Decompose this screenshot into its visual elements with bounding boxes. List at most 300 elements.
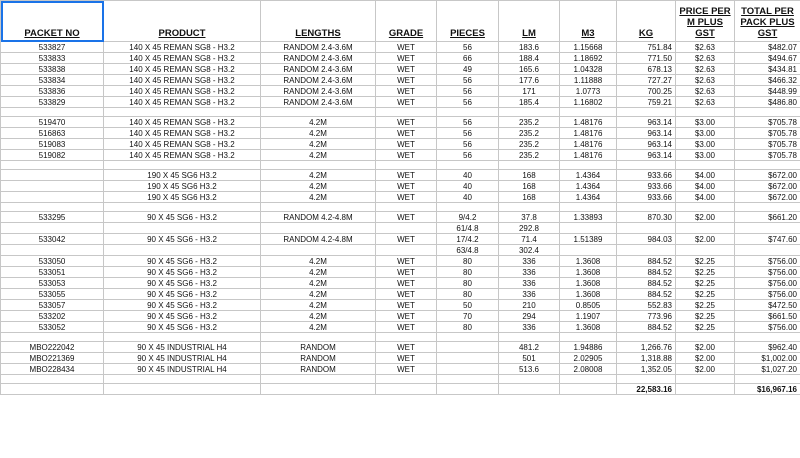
cell-kg[interactable]: 1,266.76 bbox=[617, 342, 676, 353]
cell-packet-no[interactable] bbox=[1, 375, 104, 384]
cell-packet-no[interactable]: 533042 bbox=[1, 234, 104, 245]
cell-packet-no[interactable]: 533295 bbox=[1, 212, 104, 223]
cell-price-per-m[interactable]: $2.25 bbox=[676, 267, 735, 278]
header-pieces[interactable]: PIECES bbox=[437, 1, 499, 42]
cell-lm[interactable]: 177.6 bbox=[499, 75, 560, 86]
cell-lengths[interactable]: 4.2M bbox=[261, 150, 376, 161]
header-kg[interactable]: KG bbox=[617, 1, 676, 42]
cell-product[interactable]: 90 X 45 INDUSTRIAL H4 bbox=[104, 364, 261, 375]
cell-kg[interactable] bbox=[617, 245, 676, 256]
cell-price-per-m[interactable]: $4.00 bbox=[676, 170, 735, 181]
cell-grade[interactable]: WET bbox=[376, 139, 437, 150]
cell-lengths[interactable] bbox=[261, 245, 376, 256]
cell-m3[interactable]: 1.0773 bbox=[560, 86, 617, 97]
cell-grade[interactable] bbox=[376, 223, 437, 234]
cell-grade[interactable]: WET bbox=[376, 53, 437, 64]
cell-lengths[interactable]: RANDOM bbox=[261, 353, 376, 364]
cell-pieces[interactable] bbox=[437, 108, 499, 117]
cell-lengths[interactable] bbox=[261, 161, 376, 170]
cell-product[interactable]: 140 X 45 REMAN SG8 - H3.2 bbox=[104, 139, 261, 150]
cell-m3[interactable]: 1.48176 bbox=[560, 128, 617, 139]
cell-lm[interactable]: 165.6 bbox=[499, 64, 560, 75]
cell-pieces[interactable]: 80 bbox=[437, 322, 499, 333]
cell-lengths[interactable]: RANDOM 2.4-3.6M bbox=[261, 53, 376, 64]
cell-pieces[interactable]: 56 bbox=[437, 117, 499, 128]
cell-pieces[interactable]: 40 bbox=[437, 170, 499, 181]
cell-m3[interactable] bbox=[560, 161, 617, 170]
cell-m3[interactable]: 1.3608 bbox=[560, 256, 617, 267]
header-product[interactable]: PRODUCT bbox=[104, 1, 261, 42]
cell-kg[interactable]: 884.52 bbox=[617, 256, 676, 267]
cell-packet-no[interactable] bbox=[1, 245, 104, 256]
cell-grade[interactable]: WET bbox=[376, 311, 437, 322]
cell-grade[interactable]: WET bbox=[376, 75, 437, 86]
cell-pieces[interactable]: 40 bbox=[437, 192, 499, 203]
cell-kg[interactable]: 884.52 bbox=[617, 278, 676, 289]
cell-grade[interactable]: WET bbox=[376, 42, 437, 53]
cell-packet-no[interactable]: 533053 bbox=[1, 278, 104, 289]
cell-packet-no[interactable] bbox=[1, 192, 104, 203]
cell-lengths[interactable]: RANDOM bbox=[261, 342, 376, 353]
total-lm[interactable] bbox=[499, 384, 560, 395]
cell-lm[interactable] bbox=[499, 203, 560, 212]
cell-lm[interactable]: 183.6 bbox=[499, 42, 560, 53]
cell-price-per-m[interactable]: $2.63 bbox=[676, 64, 735, 75]
cell-lengths[interactable]: 4.2M bbox=[261, 192, 376, 203]
cell-kg[interactable] bbox=[617, 223, 676, 234]
cell-packet-no[interactable]: 519082 bbox=[1, 150, 104, 161]
cell-kg[interactable]: 884.52 bbox=[617, 267, 676, 278]
cell-total-per-pack[interactable]: $705.78 bbox=[735, 139, 800, 150]
cell-packet-no[interactable]: MBO228434 bbox=[1, 364, 104, 375]
total-lengths[interactable] bbox=[261, 384, 376, 395]
cell-total-per-pack[interactable] bbox=[735, 375, 800, 384]
cell-grade[interactable] bbox=[376, 108, 437, 117]
cell-price-per-m[interactable]: $2.25 bbox=[676, 289, 735, 300]
cell-grade[interactable] bbox=[376, 375, 437, 384]
cell-product[interactable]: 140 X 45 REMAN SG8 - H3.2 bbox=[104, 75, 261, 86]
cell-product[interactable]: 90 X 45 SG6 - H3.2 bbox=[104, 300, 261, 311]
cell-packet-no[interactable] bbox=[1, 223, 104, 234]
cell-kg[interactable]: 700.25 bbox=[617, 86, 676, 97]
cell-pieces[interactable]: 56 bbox=[437, 42, 499, 53]
cell-lm[interactable]: 336 bbox=[499, 278, 560, 289]
cell-total-per-pack[interactable]: $661.50 bbox=[735, 311, 800, 322]
cell-packet-no[interactable]: 533829 bbox=[1, 97, 104, 108]
cell-packet-no[interactable]: 516863 bbox=[1, 128, 104, 139]
cell-packet-no[interactable] bbox=[1, 170, 104, 181]
cell-lm[interactable]: 235.2 bbox=[499, 150, 560, 161]
cell-lm[interactable]: 235.2 bbox=[499, 139, 560, 150]
cell-lm[interactable] bbox=[499, 333, 560, 342]
cell-lengths[interactable]: 4.2M bbox=[261, 170, 376, 181]
cell-product[interactable]: 90 X 45 SG6 - H3.2 bbox=[104, 212, 261, 223]
cell-product[interactable]: 90 X 45 INDUSTRIAL H4 bbox=[104, 342, 261, 353]
total-m3[interactable] bbox=[560, 384, 617, 395]
cell-lm[interactable]: 71.4 bbox=[499, 234, 560, 245]
cell-lengths[interactable]: 4.2M bbox=[261, 181, 376, 192]
header-lengths[interactable]: LENGTHS bbox=[261, 1, 376, 42]
cell-price-per-m[interactable] bbox=[676, 245, 735, 256]
cell-total-per-pack[interactable] bbox=[735, 333, 800, 342]
cell-grade[interactable]: WET bbox=[376, 212, 437, 223]
cell-pieces[interactable]: 56 bbox=[437, 128, 499, 139]
cell-product[interactable]: 90 X 45 SG6 - H3.2 bbox=[104, 322, 261, 333]
cell-m3[interactable] bbox=[560, 333, 617, 342]
cell-lm[interactable]: 336 bbox=[499, 267, 560, 278]
cell-price-per-m[interactable]: $2.00 bbox=[676, 353, 735, 364]
cell-product[interactable] bbox=[104, 161, 261, 170]
cell-packet-no[interactable]: 533050 bbox=[1, 256, 104, 267]
cell-product[interactable]: 140 X 45 REMAN SG8 - H3.2 bbox=[104, 53, 261, 64]
cell-grade[interactable]: WET bbox=[376, 117, 437, 128]
cell-grade[interactable]: WET bbox=[376, 322, 437, 333]
cell-price-per-m[interactable]: $2.00 bbox=[676, 212, 735, 223]
cell-price-per-m[interactable]: $2.63 bbox=[676, 42, 735, 53]
cell-lengths[interactable]: RANDOM 2.4-3.6M bbox=[261, 42, 376, 53]
cell-price-per-m[interactable]: $2.00 bbox=[676, 364, 735, 375]
cell-packet-no[interactable]: 533827 bbox=[1, 42, 104, 53]
cell-lm[interactable]: 37.8 bbox=[499, 212, 560, 223]
cell-packet-no[interactable]: 533838 bbox=[1, 64, 104, 75]
cell-grade[interactable]: WET bbox=[376, 353, 437, 364]
cell-lm[interactable]: 185.4 bbox=[499, 97, 560, 108]
cell-grade[interactable] bbox=[376, 333, 437, 342]
cell-price-per-m[interactable] bbox=[676, 375, 735, 384]
cell-price-per-m[interactable]: $3.00 bbox=[676, 128, 735, 139]
cell-lengths[interactable]: 4.2M bbox=[261, 289, 376, 300]
cell-product[interactable] bbox=[104, 108, 261, 117]
cell-pieces[interactable]: 80 bbox=[437, 278, 499, 289]
cell-grade[interactable]: WET bbox=[376, 234, 437, 245]
cell-product[interactable]: 90 X 45 SG6 - H3.2 bbox=[104, 256, 261, 267]
cell-total-per-pack[interactable]: $756.00 bbox=[735, 322, 800, 333]
cell-m3[interactable]: 1.16802 bbox=[560, 97, 617, 108]
cell-m3[interactable]: 1.04328 bbox=[560, 64, 617, 75]
cell-product[interactable]: 140 X 45 REMAN SG8 - H3.2 bbox=[104, 64, 261, 75]
cell-pieces[interactable]: 80 bbox=[437, 267, 499, 278]
cell-total-per-pack[interactable]: $1,027.20 bbox=[735, 364, 800, 375]
cell-grade[interactable] bbox=[376, 161, 437, 170]
cell-m3[interactable] bbox=[560, 203, 617, 212]
cell-kg[interactable]: 963.14 bbox=[617, 117, 676, 128]
cell-packet-no[interactable]: 533836 bbox=[1, 86, 104, 97]
header-m3[interactable]: M3 bbox=[560, 1, 617, 42]
cell-product[interactable]: 90 X 45 SG6 - H3.2 bbox=[104, 267, 261, 278]
cell-grade[interactable]: WET bbox=[376, 289, 437, 300]
cell-packet-no[interactable]: 533052 bbox=[1, 322, 104, 333]
cell-pieces[interactable]: 49 bbox=[437, 64, 499, 75]
cell-pieces[interactable]: 40 bbox=[437, 181, 499, 192]
cell-m3[interactable]: 1.51389 bbox=[560, 234, 617, 245]
cell-total-per-pack[interactable]: $472.50 bbox=[735, 300, 800, 311]
header-grade[interactable]: GRADE bbox=[376, 1, 437, 42]
cell-m3[interactable]: 1.15668 bbox=[560, 42, 617, 53]
cell-product[interactable]: 140 X 45 REMAN SG8 - H3.2 bbox=[104, 128, 261, 139]
cell-price-per-m[interactable]: $3.00 bbox=[676, 150, 735, 161]
cell-packet-no[interactable]: 533057 bbox=[1, 300, 104, 311]
cell-pieces[interactable]: 80 bbox=[437, 256, 499, 267]
cell-m3[interactable]: 1.48176 bbox=[560, 139, 617, 150]
cell-product[interactable] bbox=[104, 333, 261, 342]
cell-lm[interactable]: 501 bbox=[499, 353, 560, 364]
cell-lm[interactable] bbox=[499, 161, 560, 170]
cell-pieces[interactable] bbox=[437, 203, 499, 212]
cell-packet-no[interactable]: MBO221369 bbox=[1, 353, 104, 364]
cell-kg[interactable]: 1,352.05 bbox=[617, 364, 676, 375]
cell-total-per-pack[interactable]: $466.32 bbox=[735, 75, 800, 86]
cell-grade[interactable]: WET bbox=[376, 181, 437, 192]
cell-product[interactable] bbox=[104, 223, 261, 234]
cell-price-per-m[interactable]: $2.25 bbox=[676, 300, 735, 311]
cell-m3[interactable]: 1.3608 bbox=[560, 278, 617, 289]
cell-packet-no[interactable] bbox=[1, 181, 104, 192]
cell-pieces[interactable]: 56 bbox=[437, 150, 499, 161]
cell-kg[interactable] bbox=[617, 161, 676, 170]
cell-packet-no[interactable]: 533202 bbox=[1, 311, 104, 322]
cell-packet-no[interactable] bbox=[1, 203, 104, 212]
cell-pieces[interactable] bbox=[437, 342, 499, 353]
cell-lm[interactable]: 210 bbox=[499, 300, 560, 311]
cell-kg[interactable] bbox=[617, 333, 676, 342]
cell-packet-no[interactable] bbox=[1, 108, 104, 117]
cell-grade[interactable]: WET bbox=[376, 364, 437, 375]
cell-m3[interactable]: 1.1907 bbox=[560, 311, 617, 322]
cell-lengths[interactable]: RANDOM 2.4-3.6M bbox=[261, 97, 376, 108]
cell-pieces[interactable]: 66 bbox=[437, 53, 499, 64]
cell-total-per-pack[interactable]: $661.20 bbox=[735, 212, 800, 223]
total-grade[interactable] bbox=[376, 384, 437, 395]
cell-lengths[interactable]: RANDOM 4.2-4.8M bbox=[261, 234, 376, 245]
cell-m3[interactable]: 0.8505 bbox=[560, 300, 617, 311]
cell-m3[interactable]: 1.48176 bbox=[560, 150, 617, 161]
cell-lengths[interactable]: 4.2M bbox=[261, 300, 376, 311]
cell-total-per-pack[interactable] bbox=[735, 161, 800, 170]
cell-lm[interactable]: 336 bbox=[499, 289, 560, 300]
cell-m3[interactable]: 2.02905 bbox=[560, 353, 617, 364]
cell-lm[interactable]: 168 bbox=[499, 181, 560, 192]
cell-packet-no[interactable]: 533055 bbox=[1, 289, 104, 300]
cell-m3[interactable]: 2.08008 bbox=[560, 364, 617, 375]
cell-grade[interactable]: WET bbox=[376, 256, 437, 267]
cell-grade[interactable]: WET bbox=[376, 64, 437, 75]
cell-product[interactable] bbox=[104, 245, 261, 256]
cell-lm[interactable]: 168 bbox=[499, 170, 560, 181]
cell-m3[interactable]: 1.33893 bbox=[560, 212, 617, 223]
cell-grade[interactable] bbox=[376, 203, 437, 212]
cell-packet-no[interactable]: 533834 bbox=[1, 75, 104, 86]
cell-total-per-pack[interactable]: $756.00 bbox=[735, 256, 800, 267]
cell-grade[interactable]: WET bbox=[376, 278, 437, 289]
cell-packet-no[interactable]: 533051 bbox=[1, 267, 104, 278]
cell-pieces[interactable]: 17/4.2 bbox=[437, 234, 499, 245]
header-packet-no[interactable]: PACKET NO bbox=[1, 1, 104, 42]
cell-price-per-m[interactable] bbox=[676, 108, 735, 117]
cell-product[interactable]: 90 X 45 SG6 - H3.2 bbox=[104, 311, 261, 322]
cell-lengths[interactable]: 4.2M bbox=[261, 322, 376, 333]
cell-total-per-pack[interactable]: $448.99 bbox=[735, 86, 800, 97]
cell-m3[interactable] bbox=[560, 245, 617, 256]
cell-total-per-pack[interactable]: $747.60 bbox=[735, 234, 800, 245]
cell-kg[interactable]: 933.66 bbox=[617, 181, 676, 192]
cell-m3[interactable]: 1.18692 bbox=[560, 53, 617, 64]
cell-total-per-pack[interactable]: $756.00 bbox=[735, 289, 800, 300]
cell-lengths[interactable]: 4.2M bbox=[261, 139, 376, 150]
cell-price-per-m[interactable] bbox=[676, 161, 735, 170]
cell-total-per-pack[interactable]: $672.00 bbox=[735, 192, 800, 203]
cell-pieces[interactable]: 56 bbox=[437, 75, 499, 86]
cell-product[interactable]: 190 X 45 SG6 H3.2 bbox=[104, 170, 261, 181]
cell-price-per-m[interactable] bbox=[676, 333, 735, 342]
cell-m3[interactable]: 1.48176 bbox=[560, 117, 617, 128]
cell-kg[interactable]: 751.84 bbox=[617, 42, 676, 53]
cell-price-per-m[interactable]: $3.00 bbox=[676, 117, 735, 128]
cell-total-per-pack[interactable] bbox=[735, 245, 800, 256]
header-price-per-m[interactable]: PRICE PER M PLUS GST bbox=[676, 1, 735, 42]
header-total-per-pack[interactable]: TOTAL PER PACK PLUS GST bbox=[735, 1, 800, 42]
cell-lengths[interactable] bbox=[261, 333, 376, 342]
cell-lm[interactable]: 171 bbox=[499, 86, 560, 97]
total-total-per-pack[interactable]: $16,967.16 bbox=[735, 384, 800, 395]
cell-total-per-pack[interactable]: $486.80 bbox=[735, 97, 800, 108]
cell-pieces[interactable] bbox=[437, 353, 499, 364]
header-lm[interactable]: LM bbox=[499, 1, 560, 42]
cell-total-per-pack[interactable]: $1,002.00 bbox=[735, 353, 800, 364]
cell-lengths[interactable]: 4.2M bbox=[261, 117, 376, 128]
cell-total-per-pack[interactable] bbox=[735, 223, 800, 234]
cell-price-per-m[interactable] bbox=[676, 203, 735, 212]
cell-lm[interactable] bbox=[499, 375, 560, 384]
cell-kg[interactable]: 963.14 bbox=[617, 128, 676, 139]
cell-price-per-m[interactable]: $2.00 bbox=[676, 234, 735, 245]
cell-lm[interactable]: 168 bbox=[499, 192, 560, 203]
cell-total-per-pack[interactable] bbox=[735, 203, 800, 212]
cell-pieces[interactable] bbox=[437, 364, 499, 375]
cell-price-per-m[interactable]: $2.63 bbox=[676, 86, 735, 97]
cell-m3[interactable]: 1.94886 bbox=[560, 342, 617, 353]
cell-pieces[interactable]: 56 bbox=[437, 139, 499, 150]
cell-m3[interactable] bbox=[560, 223, 617, 234]
cell-kg[interactable]: 984.03 bbox=[617, 234, 676, 245]
cell-lm[interactable]: 292.8 bbox=[499, 223, 560, 234]
cell-product[interactable] bbox=[104, 375, 261, 384]
cell-packet-no[interactable] bbox=[1, 333, 104, 342]
cell-price-per-m[interactable]: $4.00 bbox=[676, 192, 735, 203]
cell-lengths[interactable]: RANDOM 4.2-4.8M bbox=[261, 212, 376, 223]
cell-kg[interactable] bbox=[617, 108, 676, 117]
cell-total-per-pack[interactable]: $672.00 bbox=[735, 170, 800, 181]
cell-m3[interactable]: 1.4364 bbox=[560, 181, 617, 192]
cell-grade[interactable]: WET bbox=[376, 192, 437, 203]
cell-kg[interactable]: 884.52 bbox=[617, 322, 676, 333]
cell-kg[interactable]: 1,318.88 bbox=[617, 353, 676, 364]
cell-price-per-m[interactable] bbox=[676, 223, 735, 234]
cell-price-per-m[interactable]: $4.00 bbox=[676, 181, 735, 192]
cell-kg[interactable]: 933.66 bbox=[617, 192, 676, 203]
cell-kg[interactable]: 678.13 bbox=[617, 64, 676, 75]
cell-kg[interactable]: 759.21 bbox=[617, 97, 676, 108]
cell-lengths[interactable]: RANDOM bbox=[261, 364, 376, 375]
cell-grade[interactable]: WET bbox=[376, 342, 437, 353]
cell-lm[interactable]: 294 bbox=[499, 311, 560, 322]
cell-m3[interactable] bbox=[560, 375, 617, 384]
cell-packet-no[interactable] bbox=[1, 161, 104, 170]
cell-product[interactable]: 90 X 45 SG6 - H3.2 bbox=[104, 289, 261, 300]
cell-product[interactable]: 90 X 45 INDUSTRIAL H4 bbox=[104, 353, 261, 364]
cell-price-per-m[interactable]: $2.63 bbox=[676, 75, 735, 86]
cell-product[interactable]: 140 X 45 REMAN SG8 - H3.2 bbox=[104, 97, 261, 108]
total-packet-no[interactable] bbox=[1, 384, 104, 395]
cell-lm[interactable]: 336 bbox=[499, 322, 560, 333]
cell-lengths[interactable]: RANDOM 2.4-3.6M bbox=[261, 75, 376, 86]
cell-price-per-m[interactable]: $2.25 bbox=[676, 311, 735, 322]
cell-lengths[interactable] bbox=[261, 375, 376, 384]
cell-lm[interactable]: 235.2 bbox=[499, 117, 560, 128]
cell-lengths[interactable]: RANDOM 2.4-3.6M bbox=[261, 64, 376, 75]
cell-kg[interactable]: 963.14 bbox=[617, 139, 676, 150]
cell-lm[interactable]: 302.4 bbox=[499, 245, 560, 256]
cell-total-per-pack[interactable]: $482.07 bbox=[735, 42, 800, 53]
cell-total-per-pack[interactable]: $705.78 bbox=[735, 117, 800, 128]
cell-price-per-m[interactable]: $2.25 bbox=[676, 256, 735, 267]
cell-pieces[interactable] bbox=[437, 375, 499, 384]
cell-grade[interactable]: WET bbox=[376, 267, 437, 278]
cell-product[interactable]: 190 X 45 SG6 H3.2 bbox=[104, 181, 261, 192]
cell-m3[interactable] bbox=[560, 108, 617, 117]
cell-lengths[interactable] bbox=[261, 223, 376, 234]
cell-pieces[interactable]: 9/4.2 bbox=[437, 212, 499, 223]
cell-product[interactable]: 140 X 45 REMAN SG8 - H3.2 bbox=[104, 86, 261, 97]
cell-grade[interactable]: WET bbox=[376, 97, 437, 108]
cell-total-per-pack[interactable]: $756.00 bbox=[735, 278, 800, 289]
cell-pieces[interactable] bbox=[437, 161, 499, 170]
cell-total-per-pack[interactable]: $705.78 bbox=[735, 128, 800, 139]
cell-packet-no[interactable]: 519470 bbox=[1, 117, 104, 128]
cell-pieces[interactable] bbox=[437, 333, 499, 342]
cell-total-per-pack[interactable] bbox=[735, 108, 800, 117]
total-product[interactable] bbox=[104, 384, 261, 395]
cell-total-per-pack[interactable]: $494.67 bbox=[735, 53, 800, 64]
cell-price-per-m[interactable]: $2.25 bbox=[676, 322, 735, 333]
cell-lm[interactable]: 513.6 bbox=[499, 364, 560, 375]
cell-price-per-m[interactable]: $2.63 bbox=[676, 97, 735, 108]
cell-lm[interactable]: 481.2 bbox=[499, 342, 560, 353]
cell-product[interactable] bbox=[104, 203, 261, 212]
cell-pieces[interactable]: 50 bbox=[437, 300, 499, 311]
cell-grade[interactable] bbox=[376, 245, 437, 256]
cell-price-per-m[interactable]: $3.00 bbox=[676, 139, 735, 150]
cell-product[interactable]: 140 X 45 REMAN SG8 - H3.2 bbox=[104, 150, 261, 161]
cell-m3[interactable]: 1.4364 bbox=[560, 192, 617, 203]
cell-grade[interactable]: WET bbox=[376, 86, 437, 97]
cell-grade[interactable]: WET bbox=[376, 170, 437, 181]
cell-m3[interactable]: 1.3608 bbox=[560, 289, 617, 300]
cell-total-per-pack[interactable]: $962.40 bbox=[735, 342, 800, 353]
cell-lengths[interactable]: 4.2M bbox=[261, 278, 376, 289]
cell-m3[interactable]: 1.4364 bbox=[560, 170, 617, 181]
cell-grade[interactable]: WET bbox=[376, 150, 437, 161]
cell-price-per-m[interactable]: $2.25 bbox=[676, 278, 735, 289]
cell-lengths[interactable]: RANDOM 2.4-3.6M bbox=[261, 86, 376, 97]
cell-lm[interactable]: 188.4 bbox=[499, 53, 560, 64]
cell-m3[interactable]: 1.3608 bbox=[560, 322, 617, 333]
cell-lengths[interactable]: 4.2M bbox=[261, 267, 376, 278]
cell-lm[interactable]: 336 bbox=[499, 256, 560, 267]
cell-total-per-pack[interactable]: $672.00 bbox=[735, 181, 800, 192]
cell-kg[interactable]: 773.96 bbox=[617, 311, 676, 322]
cell-packet-no[interactable]: 519083 bbox=[1, 139, 104, 150]
cell-grade[interactable]: WET bbox=[376, 128, 437, 139]
